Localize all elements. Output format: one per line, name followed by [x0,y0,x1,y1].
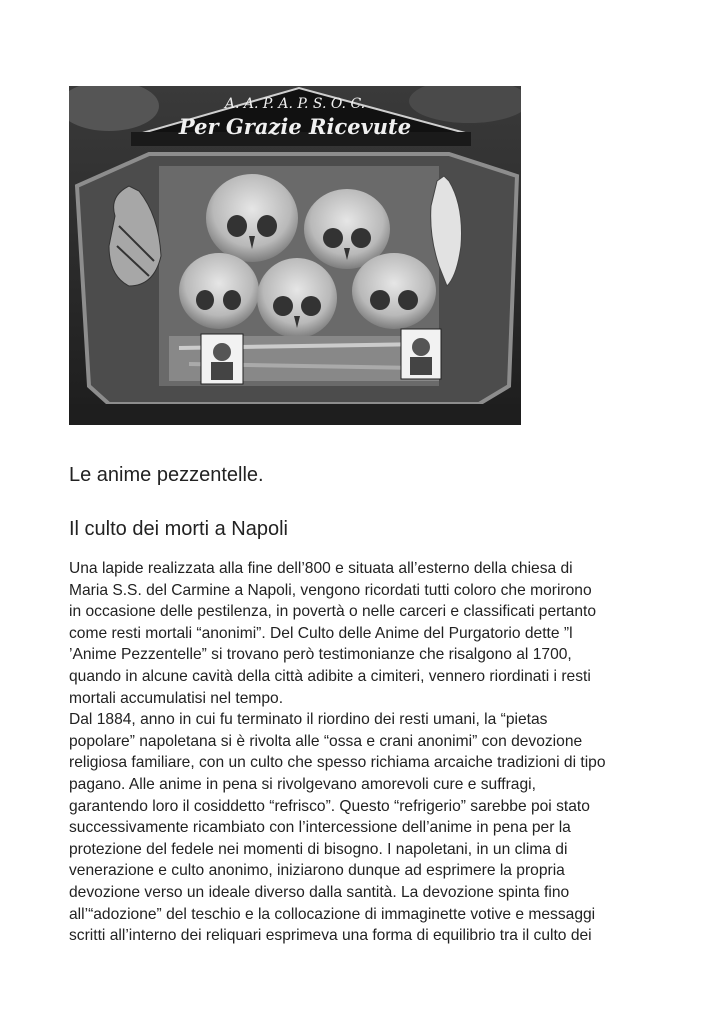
text-line: religiosa familiare, con un culto che spesso richiama arcaiche tradizioni di tipo [69,754,606,772]
text-line: popolare” napoletana si è rivolta alle “ossa e crani anonimi” con devozione [69,732,583,750]
text-line: protezione del fedele nei momenti di bisogno. I napoletani, in un clima di [69,840,568,858]
skull [179,253,259,329]
skull [352,253,436,329]
text-line: in occasione delle pestilenza, in povertà o nelle carceri e classificati pertanto [69,603,597,621]
reliquary-illustration [69,86,521,425]
text-line: pagano. Alle anime in pena si rivolgevano amorevoli cure e suffragi, [69,775,536,793]
text-line: come resti mortali “anonimi”. Del Culto delle Anime del Purgatorio dette ”l [69,624,573,642]
text-line: quando in alcune cavità della città adibite a cimiteri, vennero riordinati i resti [69,667,591,685]
page-title: Le anime pezzentelle. [69,464,264,486]
text-line: mortali accumulatisi nel tempo. [69,689,284,707]
skull [206,174,298,262]
text-line: devozione verso un ideale diverso dalla santità. La devozione spinta fino [69,883,570,901]
sign-line-1: A. A. P. A. P. S. O. C. [224,96,366,112]
text-line: successivamente ricambiato con l’intercessione dell’anime in pena per la [69,819,571,837]
reliquary-photo [69,86,521,425]
text-line: ’Anime Pezzentelle” si trovano però testimonianze che risalgono al 1700, [69,646,572,664]
sign-line-2: Per Grazie Ricevute [178,114,412,139]
text-line: venerazione e culto anonimo, iniziarono dunque ad esprimere la propria [69,862,565,880]
votive-photo-right [401,329,441,379]
text-line: Maria S.S. del Carmine a Napoli, vengono ricordati tutti coloro che morirono [69,581,592,599]
text-line: scritti all’interno dei reliquari esprimeva una forma di equilibrio tra il culto dei [69,927,592,945]
section-title: Il culto dei morti a Napoli [69,518,288,540]
text-line: all’“adozione” del teschio e la collocazione di immaginette votive e messaggi [69,905,596,923]
skull [257,258,337,338]
text-line: garantendo loro il cosiddetto “refrisco”. Questo “refrigerio” sarebbe poi stato [69,797,590,815]
votive-photo-left [201,334,243,384]
text-line: Dal 1884, anno in cui fu terminato il riordino dei resti umani, la “pietas [69,711,548,729]
text-line: Una lapide realizzata alla fine dell’800 e situata all’esterno della chiesa di [69,560,573,577]
article-body [69,558,669,947]
